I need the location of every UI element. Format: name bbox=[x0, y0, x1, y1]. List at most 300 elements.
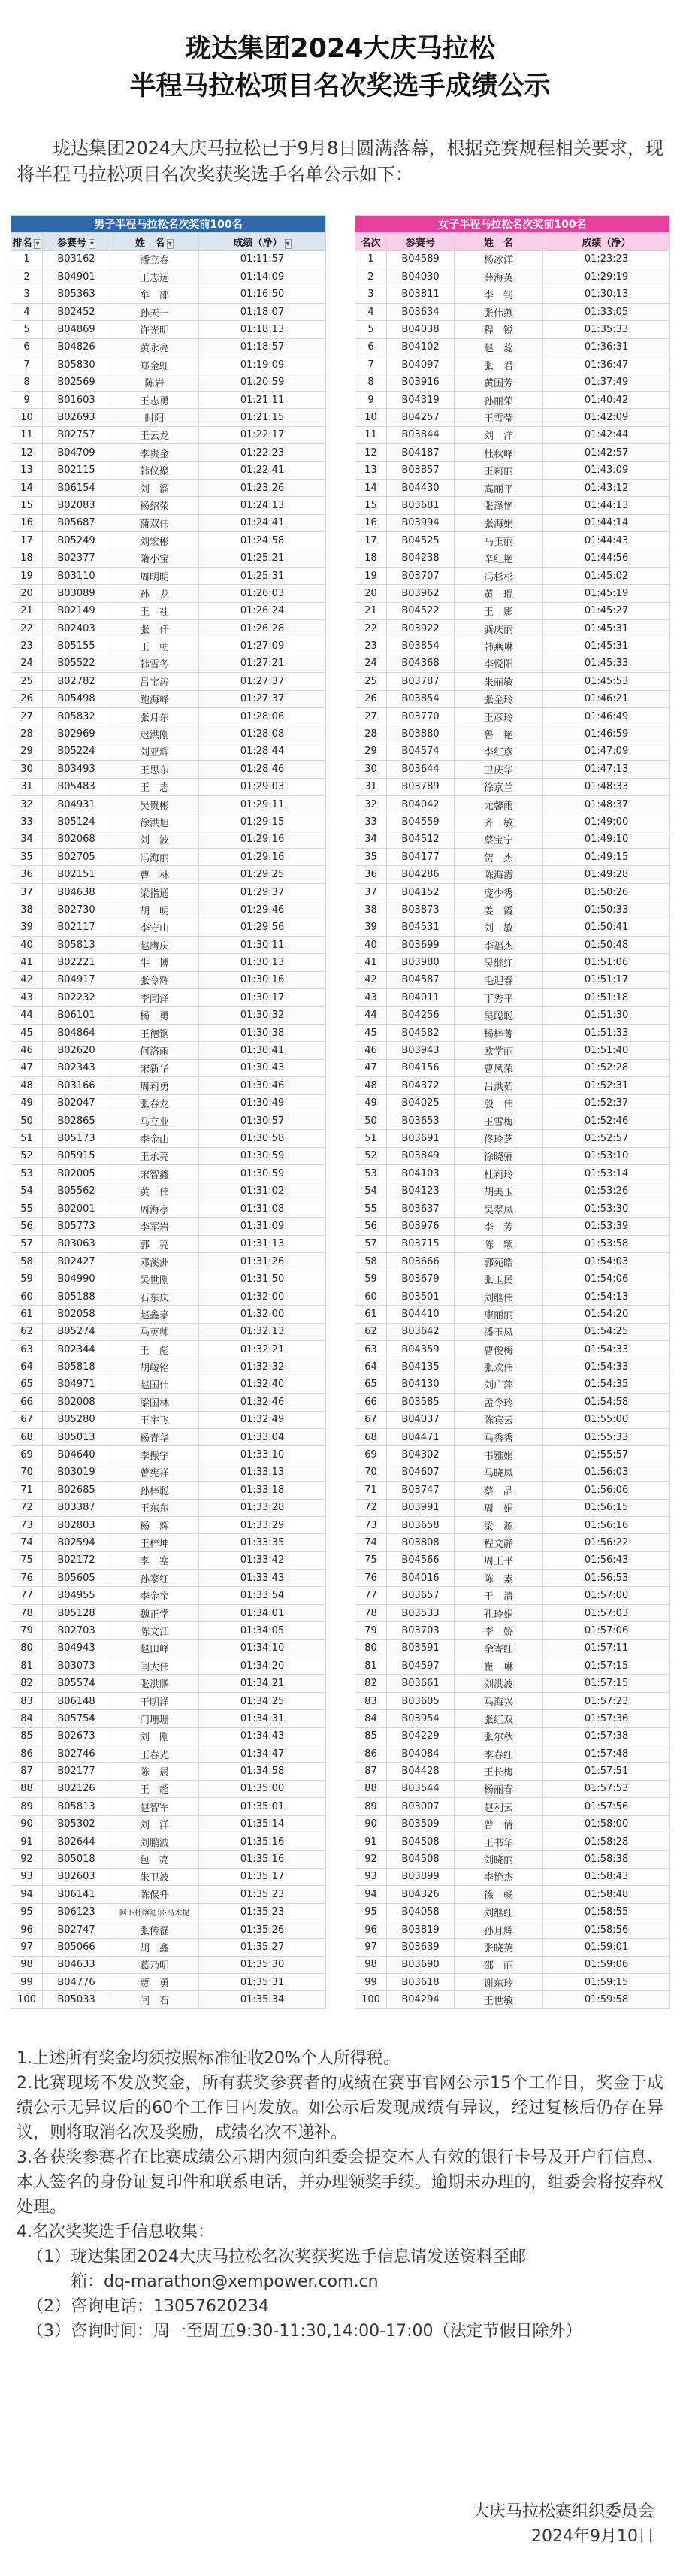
name-cell: 王世敏 bbox=[455, 1991, 543, 2008]
rank-cell: 11 bbox=[355, 426, 387, 443]
name-cell: 杨青华 bbox=[110, 1428, 199, 1445]
name-cell: 王梓坤 bbox=[110, 1534, 199, 1551]
bib-cell: B02746 bbox=[43, 1745, 110, 1762]
female-table-row bbox=[355, 637, 670, 655]
name-cell: 孙天一 bbox=[110, 303, 199, 320]
bib-cell: B04931 bbox=[43, 795, 110, 813]
name-cell: 黄 琨 bbox=[455, 585, 543, 602]
bib-cell: B04971 bbox=[43, 1376, 110, 1393]
bib-cell: B03493 bbox=[43, 761, 110, 778]
male-table-row bbox=[11, 1991, 326, 2008]
rank-cell: 62 bbox=[11, 1323, 43, 1340]
male-col-bib[interactable]: 参赛号 ▾ bbox=[43, 233, 110, 250]
name-cell: 吕宝涛 bbox=[110, 673, 199, 690]
male-table-row bbox=[11, 989, 326, 1006]
bib-cell: B04582 bbox=[387, 1024, 455, 1041]
time-cell: 01:53:30 bbox=[543, 1200, 670, 1217]
name-cell: 张金玲 bbox=[455, 690, 543, 707]
female-table-row bbox=[355, 1692, 670, 1709]
male-table-row bbox=[11, 1358, 326, 1376]
time-cell: 01:43:09 bbox=[543, 462, 670, 479]
male-table-row bbox=[11, 1745, 326, 1762]
bib-cell: B04238 bbox=[387, 549, 455, 567]
rank-cell: 54 bbox=[355, 1182, 387, 1200]
bib-cell: B03991 bbox=[387, 1499, 455, 1516]
bib-cell: B05522 bbox=[43, 655, 110, 672]
time-cell: 01:29:25 bbox=[199, 866, 326, 883]
name-cell: 蒲双伟 bbox=[110, 514, 199, 531]
male-col-rank[interactable]: 排名 ▾ bbox=[11, 233, 43, 250]
name-cell: 殷 伟 bbox=[455, 1094, 543, 1112]
name-cell: 隋小宝 bbox=[110, 549, 199, 567]
name-cell: 赵 蕊 bbox=[455, 338, 543, 356]
male-table-row bbox=[11, 637, 326, 655]
bib-cell: B03789 bbox=[387, 778, 455, 795]
bib-cell: B04042 bbox=[387, 795, 455, 813]
male-table-row bbox=[11, 725, 326, 743]
bib-cell: B03880 bbox=[387, 725, 455, 743]
female-table-row bbox=[355, 356, 670, 374]
name-cell: 马晓凤 bbox=[455, 1464, 543, 1481]
name-cell: 陈 晨 bbox=[110, 1763, 199, 1780]
time-cell: 01:30:13 bbox=[199, 954, 326, 971]
bib-cell: B02569 bbox=[43, 374, 110, 391]
time-cell: 01:49:28 bbox=[543, 866, 670, 883]
page-title bbox=[0, 30, 680, 105]
filter-dropdown-icon[interactable] bbox=[86, 238, 95, 249]
bib-cell: B02427 bbox=[43, 1253, 110, 1270]
male-table-row bbox=[11, 954, 326, 971]
bib-cell: B05754 bbox=[43, 1710, 110, 1727]
rank-cell: 52 bbox=[11, 1147, 43, 1164]
rank-cell: 15 bbox=[355, 497, 387, 514]
rank-cell: 22 bbox=[11, 619, 43, 637]
bib-cell: B02172 bbox=[43, 1551, 110, 1569]
female-table-row bbox=[355, 707, 670, 725]
bib-cell: B02008 bbox=[43, 1394, 110, 1411]
name-cell: 张尔秋 bbox=[455, 1727, 543, 1745]
name-cell: 徐 畅 bbox=[455, 1886, 543, 1903]
filter-dropdown-icon[interactable] bbox=[32, 238, 41, 249]
rank-cell: 62 bbox=[355, 1323, 387, 1340]
rank-cell: 59 bbox=[355, 1270, 387, 1288]
time-cell: 01:42:44 bbox=[543, 426, 670, 443]
rank-cell: 95 bbox=[11, 1903, 43, 1921]
male-table-row bbox=[11, 1763, 326, 1780]
time-cell: 01:42:09 bbox=[543, 409, 670, 426]
time-cell: 01:35:17 bbox=[199, 1868, 326, 1885]
rank-cell: 49 bbox=[11, 1094, 43, 1112]
bib-cell: B02969 bbox=[43, 725, 110, 743]
time-cell: 01:16:50 bbox=[199, 286, 326, 303]
rank-cell: 47 bbox=[355, 1059, 387, 1076]
rank-cell: 92 bbox=[355, 1851, 387, 1868]
name-cell: 宋智鑫 bbox=[110, 1165, 199, 1182]
bib-cell: B03644 bbox=[387, 761, 455, 778]
bib-cell: B03166 bbox=[43, 1077, 110, 1094]
rank-cell: 80 bbox=[355, 1639, 387, 1657]
time-cell: 01:35:34 bbox=[199, 1991, 326, 2008]
time-cell: 01:57:03 bbox=[543, 1604, 670, 1621]
bib-cell: B05224 bbox=[43, 743, 110, 760]
rank-cell: 92 bbox=[11, 1851, 43, 1868]
name-cell: 李金山 bbox=[110, 1130, 199, 1147]
rank-cell: 76 bbox=[355, 1570, 387, 1587]
female-table-row bbox=[355, 849, 670, 866]
female-table-row bbox=[355, 1551, 670, 1569]
name-cell: 齐 敏 bbox=[455, 813, 543, 831]
male-table-row bbox=[11, 1903, 326, 1921]
bib-cell: B04016 bbox=[387, 1570, 455, 1587]
bib-cell: B03666 bbox=[387, 1253, 455, 1270]
rank-cell: 96 bbox=[355, 1921, 387, 1938]
rank-cell: 89 bbox=[355, 1798, 387, 1815]
rank-cell: 94 bbox=[11, 1886, 43, 1903]
rank-cell: 74 bbox=[355, 1534, 387, 1551]
rank-cell: 40 bbox=[11, 937, 43, 954]
female-table-row bbox=[355, 1464, 670, 1481]
female-table-row bbox=[355, 1851, 670, 1868]
time-cell: 01:34:25 bbox=[199, 1692, 326, 1709]
male-table-row bbox=[11, 1939, 326, 1956]
name-cell: 孙梓聪 bbox=[110, 1482, 199, 1499]
bib-cell: B04368 bbox=[387, 655, 455, 672]
rank-cell: 5 bbox=[355, 321, 387, 338]
rank-cell: 97 bbox=[355, 1939, 387, 1956]
rank-cell: 28 bbox=[11, 725, 43, 743]
bib-cell: B02149 bbox=[43, 602, 110, 619]
name-cell: 孔玲娟 bbox=[455, 1604, 543, 1621]
bib-cell: B04955 bbox=[43, 1587, 110, 1604]
rank-cell: 13 bbox=[355, 462, 387, 479]
time-cell: 01:28:08 bbox=[199, 725, 326, 743]
female-table-row bbox=[355, 1763, 670, 1780]
bib-cell: B05173 bbox=[43, 1130, 110, 1147]
bib-cell: B03873 bbox=[387, 901, 455, 919]
time-cell: 01:30:16 bbox=[199, 971, 326, 988]
male-col-name[interactable]: 姓 名 ▾ bbox=[110, 233, 199, 250]
male-table-row bbox=[11, 883, 326, 901]
time-cell: 01:50:26 bbox=[543, 883, 670, 901]
male-table-row bbox=[11, 849, 326, 866]
female-table-row bbox=[355, 1675, 670, 1692]
time-cell: 01:55:00 bbox=[543, 1411, 670, 1428]
male-table-row bbox=[11, 338, 326, 356]
time-cell: 01:30:41 bbox=[199, 1042, 326, 1059]
time-cell: 01:32:21 bbox=[199, 1341, 326, 1358]
time-cell: 01:32:49 bbox=[199, 1411, 326, 1428]
time-cell: 01:50:33 bbox=[543, 901, 670, 919]
female-table-row bbox=[355, 937, 670, 954]
filter-dropdown-icon[interactable] bbox=[165, 238, 174, 249]
name-cell: 贺 杰 bbox=[455, 849, 543, 866]
bib-cell: B05813 bbox=[43, 1798, 110, 1815]
name-cell: 李闻泽 bbox=[110, 989, 199, 1006]
rank-cell: 11 bbox=[11, 426, 43, 443]
rank-cell: 57 bbox=[11, 1235, 43, 1252]
time-cell: 01:45:33 bbox=[543, 655, 670, 672]
name-cell: 胡 鑫 bbox=[110, 1939, 199, 1956]
time-cell: 01:57:53 bbox=[543, 1780, 670, 1797]
time-cell: 01:29:19 bbox=[543, 268, 670, 286]
female-table-row bbox=[355, 725, 670, 743]
time-cell: 01:22:23 bbox=[199, 444, 326, 462]
female-table-row bbox=[355, 831, 670, 848]
name-cell: 杨 勇 bbox=[110, 1006, 199, 1024]
rank-cell: 93 bbox=[355, 1868, 387, 1885]
rank-cell: 94 bbox=[355, 1886, 387, 1903]
name-cell: 曹俊梅 bbox=[455, 1341, 543, 1358]
male-table-row bbox=[11, 549, 326, 567]
male-table-row bbox=[11, 1341, 326, 1358]
time-cell: 01:34:10 bbox=[199, 1639, 326, 1657]
bib-cell: B04038 bbox=[387, 321, 455, 338]
name-cell: 李贵金 bbox=[110, 444, 199, 462]
bib-cell: B04103 bbox=[387, 1165, 455, 1182]
bib-cell: B02058 bbox=[43, 1306, 110, 1323]
female-table-row bbox=[355, 690, 670, 707]
name-cell: 刘 溜 bbox=[110, 479, 199, 496]
female-table-row bbox=[355, 286, 670, 303]
bib-cell: B03063 bbox=[43, 1235, 110, 1252]
rank-cell: 24 bbox=[355, 655, 387, 672]
time-cell: 01:34:05 bbox=[199, 1622, 326, 1639]
rank-cell: 91 bbox=[11, 1833, 43, 1850]
rank-cell: 71 bbox=[355, 1482, 387, 1499]
male-table-row bbox=[11, 497, 326, 514]
rank-cell: 64 bbox=[355, 1358, 387, 1376]
rank-cell: 53 bbox=[355, 1165, 387, 1182]
rank-cell: 3 bbox=[355, 286, 387, 303]
time-cell: 01:54:13 bbox=[543, 1288, 670, 1305]
male-table-row bbox=[11, 1112, 326, 1129]
note-email-address[interactable]: 箱：dq-marathon@xempower.com.cn bbox=[71, 2272, 379, 2291]
bib-cell: B03007 bbox=[387, 1798, 455, 1815]
name-cell: 曾宪祥 bbox=[110, 1464, 199, 1481]
name-cell: 马玉丽 bbox=[455, 532, 543, 549]
name-cell: 李春红 bbox=[455, 1745, 543, 1762]
bib-cell: B03618 bbox=[387, 1974, 455, 1991]
male-table-row bbox=[11, 1604, 326, 1621]
rank-cell: 99 bbox=[11, 1974, 43, 1991]
time-cell: 01:23:23 bbox=[543, 250, 670, 268]
name-cell: 梁国林 bbox=[110, 1394, 199, 1411]
bib-cell: B04123 bbox=[387, 1182, 455, 1200]
name-cell: 王雪梅 bbox=[455, 1112, 543, 1129]
rank-cell: 19 bbox=[11, 567, 43, 584]
rank-cell: 51 bbox=[11, 1130, 43, 1147]
female-table-row bbox=[355, 497, 670, 514]
name-cell: 曾 倩 bbox=[455, 1815, 543, 1833]
bib-cell: B05249 bbox=[43, 532, 110, 549]
name-cell: 陈 素 bbox=[455, 1570, 543, 1587]
time-cell: 01:45:27 bbox=[543, 602, 670, 619]
name-cell: 张伟燕 bbox=[455, 303, 543, 320]
female-table-row bbox=[355, 619, 670, 637]
female-table-row bbox=[355, 1200, 670, 1217]
rank-cell: 4 bbox=[355, 303, 387, 320]
rank-cell: 100 bbox=[355, 1991, 387, 2008]
name-cell: 李 芳 bbox=[455, 1218, 543, 1235]
male-table-row bbox=[11, 1921, 326, 1938]
bib-cell: B02005 bbox=[43, 1165, 110, 1182]
rank-cell: 89 bbox=[11, 1798, 43, 1815]
time-cell: 01:30:58 bbox=[199, 1130, 326, 1147]
bib-cell: B03980 bbox=[387, 954, 455, 971]
female-table-row bbox=[355, 250, 670, 268]
name-cell: 杜秋峰 bbox=[455, 444, 543, 462]
time-cell: 01:57:36 bbox=[543, 1710, 670, 1727]
time-cell: 01:57:06 bbox=[543, 1622, 670, 1639]
male-col-time[interactable]: 成绩（净） ▾ bbox=[199, 233, 326, 250]
name-cell: 王云龙 bbox=[110, 426, 199, 443]
filter-dropdown-icon[interactable] bbox=[283, 238, 292, 249]
male-table-row bbox=[11, 286, 326, 303]
name-cell: 时阳 bbox=[110, 409, 199, 426]
name-cell: 包 亮 bbox=[110, 1851, 199, 1868]
bib-cell: B03703 bbox=[387, 1622, 455, 1639]
note-hours: （3）咨询时间：周一至周五9:30-11:30,14:00-17:00（法定节假日除外） bbox=[27, 2322, 582, 2341]
female-table-row bbox=[355, 1042, 670, 1059]
bib-cell: B02047 bbox=[43, 1094, 110, 1112]
male-table-row bbox=[11, 1622, 326, 1639]
bib-cell: B04522 bbox=[387, 602, 455, 619]
rank-cell: 74 bbox=[11, 1534, 43, 1551]
rank-cell: 24 bbox=[11, 655, 43, 672]
name-cell: 孙家红 bbox=[110, 1570, 199, 1587]
rank-cell: 73 bbox=[11, 1516, 43, 1533]
note-phone: （2）咨询电话：13057620234 bbox=[27, 2297, 269, 2316]
rank-cell: 81 bbox=[11, 1657, 43, 1675]
rank-cell: 100 bbox=[11, 1991, 43, 2008]
male-table-row bbox=[11, 1059, 326, 1076]
bib-cell: B04257 bbox=[387, 409, 455, 426]
female-table-row bbox=[355, 743, 670, 760]
rank-cell: 26 bbox=[11, 690, 43, 707]
male-table-row bbox=[11, 1042, 326, 1059]
rank-cell: 38 bbox=[355, 901, 387, 919]
female-table-row bbox=[355, 655, 670, 672]
name-cell: 张春龙 bbox=[110, 1094, 199, 1112]
female-table-row bbox=[355, 1094, 670, 1112]
time-cell: 01:35:14 bbox=[199, 1815, 326, 1833]
bib-cell: B05605 bbox=[43, 1570, 110, 1587]
female-table-row bbox=[355, 901, 670, 919]
rank-cell: 72 bbox=[355, 1499, 387, 1516]
bib-cell: B05066 bbox=[43, 1939, 110, 1956]
time-cell: 01:45:31 bbox=[543, 619, 670, 637]
time-cell: 01:21:11 bbox=[199, 391, 326, 408]
female-table-row bbox=[355, 444, 670, 462]
bib-cell: B05128 bbox=[43, 1604, 110, 1621]
time-cell: 01:44:13 bbox=[543, 497, 670, 514]
bib-cell: B02673 bbox=[43, 1727, 110, 1745]
time-cell: 01:58:55 bbox=[543, 1903, 670, 1921]
bib-cell: B03089 bbox=[43, 585, 110, 602]
female-table-row bbox=[355, 462, 670, 479]
name-cell: 杨梓菁 bbox=[455, 1024, 543, 1041]
rank-cell: 37 bbox=[355, 883, 387, 901]
female-table-row bbox=[355, 1059, 670, 1076]
time-cell: 01:54:20 bbox=[543, 1306, 670, 1323]
name-cell: 陈 颖 bbox=[455, 1235, 543, 1252]
notes-section bbox=[17, 2046, 663, 2344]
rank-cell: 25 bbox=[11, 673, 43, 690]
rank-cell: 45 bbox=[355, 1024, 387, 1041]
bib-cell: B02685 bbox=[43, 1482, 110, 1499]
bib-cell: B04589 bbox=[387, 250, 455, 268]
time-cell: 01:35:23 bbox=[199, 1903, 326, 1921]
time-cell: 01:34:43 bbox=[199, 1727, 326, 1745]
bib-cell: B02782 bbox=[43, 673, 110, 690]
time-cell: 01:26:28 bbox=[199, 619, 326, 637]
male-table-row bbox=[11, 937, 326, 954]
female-table-row bbox=[355, 919, 670, 936]
time-cell: 01:18:13 bbox=[199, 321, 326, 338]
female-table-row bbox=[355, 1534, 670, 1551]
female-table-row bbox=[355, 1077, 670, 1094]
name-cell: 张传磊 bbox=[110, 1921, 199, 1938]
rank-cell: 67 bbox=[355, 1411, 387, 1428]
time-cell: 01:31:08 bbox=[199, 1200, 326, 1217]
male-table-header: 男子半程马拉松名次奖前100名 bbox=[11, 216, 326, 233]
time-cell: 01:42:57 bbox=[543, 444, 670, 462]
rank-cell: 76 bbox=[11, 1570, 43, 1587]
bib-cell: B05574 bbox=[43, 1675, 110, 1692]
female-table-row bbox=[355, 1288, 670, 1305]
male-table-row bbox=[11, 1587, 326, 1604]
time-cell: 01:57:00 bbox=[543, 1587, 670, 1604]
time-cell: 01:20:59 bbox=[199, 374, 326, 391]
name-cell: 周王平 bbox=[455, 1551, 543, 1569]
male-table-row bbox=[11, 1218, 326, 1235]
bib-cell: B04152 bbox=[387, 883, 455, 901]
female-table-row bbox=[355, 778, 670, 795]
name-cell: 李守山 bbox=[110, 919, 199, 936]
bib-cell: B03819 bbox=[387, 1921, 455, 1938]
name-cell: 丁秀平 bbox=[455, 989, 543, 1006]
rank-cell: 28 bbox=[355, 725, 387, 743]
rank-cell: 82 bbox=[355, 1675, 387, 1692]
female-col-bib: 参赛号 bbox=[387, 233, 455, 250]
female-col-rank: 名次 bbox=[355, 233, 387, 250]
time-cell: 01:58:38 bbox=[543, 1851, 670, 1868]
name-cell: 毛迎春 bbox=[455, 971, 543, 988]
male-table-row bbox=[11, 585, 326, 602]
rank-cell: 44 bbox=[11, 1006, 43, 1024]
bib-cell: B05302 bbox=[43, 1815, 110, 1833]
rank-cell: 9 bbox=[355, 391, 387, 408]
bib-cell: B03857 bbox=[387, 462, 455, 479]
bib-cell: B02403 bbox=[43, 619, 110, 637]
rank-cell: 43 bbox=[355, 989, 387, 1006]
name-cell: 张欢伟 bbox=[455, 1358, 543, 1376]
time-cell: 01:58:28 bbox=[543, 1833, 670, 1850]
time-cell: 01:49:15 bbox=[543, 849, 670, 866]
male-table-row bbox=[11, 1200, 326, 1217]
bib-cell: B04607 bbox=[387, 1464, 455, 1481]
name-cell: 吴聪聪 bbox=[455, 1006, 543, 1024]
time-cell: 01:29:03 bbox=[199, 778, 326, 795]
female-col-name: 姓 名 bbox=[455, 233, 543, 250]
bib-cell: B03854 bbox=[387, 637, 455, 655]
name-cell: 吴世刚 bbox=[110, 1270, 199, 1288]
name-cell: 黄永亮 bbox=[110, 338, 199, 356]
male-table-row bbox=[11, 1798, 326, 1815]
bib-cell: B04574 bbox=[387, 743, 455, 760]
bib-cell: B05033 bbox=[43, 1991, 110, 2008]
bib-cell: B03658 bbox=[387, 1516, 455, 1533]
